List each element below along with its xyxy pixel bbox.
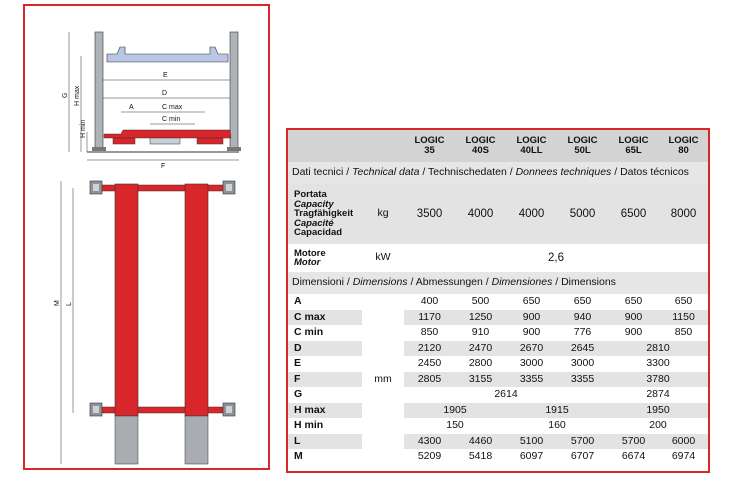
capacity-value: 4000 (506, 184, 557, 244)
model-header: LOGIC 80 (659, 130, 708, 162)
dim-label-D: D (162, 90, 168, 97)
dim-label-F: F (161, 163, 166, 170)
technical-drawing-panel (23, 4, 270, 470)
capacity-value: 3500 (404, 184, 455, 244)
dim-label-G: G (62, 92, 69, 98)
dim-label-Hmin: H min (80, 119, 87, 138)
dim-label-M: M (54, 300, 61, 306)
model-header: LOGIC 35 (404, 130, 455, 162)
model-header: LOGIC 40LL (506, 130, 557, 162)
capacity-label: Portata Capacity Tragfähigkeit Capacité Capacidad (288, 184, 362, 244)
model-header: LOGIC 50L (557, 130, 608, 162)
dim-label-Cmax: C max (162, 104, 183, 111)
dim-row-G: G 2614 2874 (294, 388, 670, 401)
plan-view (54, 181, 235, 464)
dim-label-A: A (129, 104, 134, 111)
dim-row-Cmin: C min 850 910 900 776 900 850 (294, 326, 693, 339)
capacity-value: 6500 (608, 184, 659, 244)
dim-label-L: L (66, 302, 73, 306)
capacity-value: 8000 (659, 184, 708, 244)
dim-label-Cmin: C min (162, 116, 181, 123)
motor-unit: kW (375, 251, 391, 264)
dim-unit: mm (362, 294, 404, 465)
dim-row-Cmax: C max 1170 1250 900 940 900 1150 (288, 310, 708, 326)
lift-technical-drawing (25, 6, 272, 472)
dim-row-A: A mm 400 500 650 650 650 650 (288, 294, 708, 310)
motor-row (288, 244, 708, 272)
dim-row-L: L 4300 4460 5100 5700 5700 6000 (288, 434, 708, 450)
motor-value: 2,6 (548, 251, 564, 264)
section-technical-data: Dati tecnici / Technical data / Technischedaten / Donnees techniques / Datos técnicos (288, 162, 708, 184)
dim-label-Hmax: H max (74, 85, 81, 106)
dim-row-Hmax: H max 1905 1915 1950 (288, 403, 708, 419)
dim-row-F: F 2805 3155 3355 3355 3780 (288, 372, 708, 388)
model-header: LOGIC 40S (455, 130, 506, 162)
spec-table (288, 130, 708, 465)
dim-label-E: E (163, 72, 168, 79)
capacity-value: 4000 (455, 184, 506, 244)
capacity-value: 5000 (557, 184, 608, 244)
capacity-unit: kg (362, 184, 404, 244)
spec-table-panel (286, 128, 710, 473)
capacity-row (288, 184, 708, 244)
dim-row-M: M 5209 5418 6097 6707 6674 6974 (294, 450, 696, 463)
section-dimensions: Dimensioni / Dimensions / Abmessungen / Dimensiones / Dimensions (288, 272, 708, 294)
dim-row-E: E 2450 2800 3000 3000 3300 (294, 357, 670, 370)
dim-row-Hmin: H min 150 160 200 (294, 419, 667, 432)
front-elevation (62, 32, 241, 170)
model-header: LOGIC 65L (608, 130, 659, 162)
model-header-row (288, 130, 708, 162)
dim-row-D: D 2120 2470 2670 2645 2810 (288, 341, 708, 357)
motor-label: Motore Motor (294, 247, 326, 268)
